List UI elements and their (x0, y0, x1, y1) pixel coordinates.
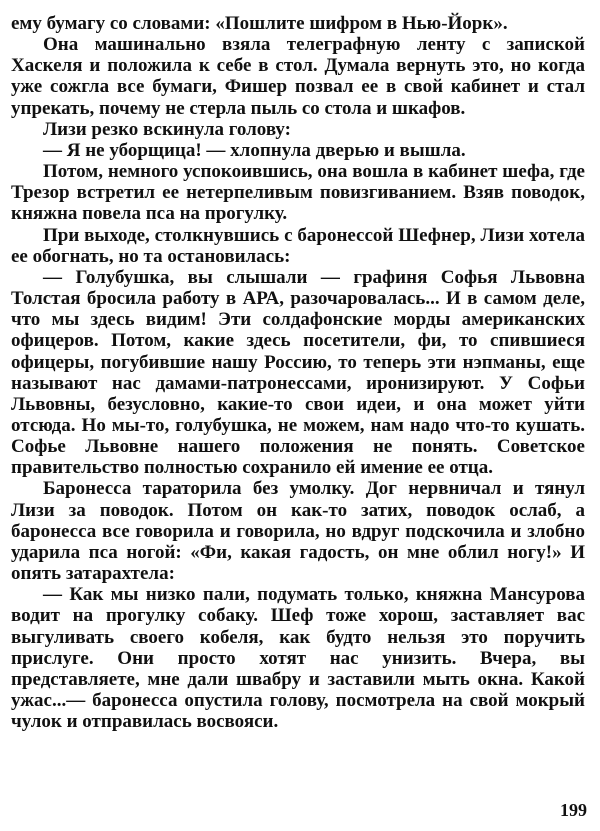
page-number: 199 (560, 800, 587, 820)
dialogue-line: — Голубушка, вы слышали — графиня Софья Львовна Толстая бросила работу в АРА, разочаровалась... И в самом деле, что мы здесь видим! Эти солдафонские морды американских офицеров. Потом, какие здесь посетители, фи, то спившиеся офицеры, погубившие нашу Россию, то теперь эти нэпманы, еще называют нас дамами-патронессами, иронизируют. У Софьи Львовны, безусловно, какие-то свои идеи, и она может уйти отсюда. Но мы-то, голубушка, не можем, нам надо что-то кушать. Софье Львовне нашего положения не понять. Советское правительство полностью сохранило ей имение ее отца. (11, 266, 585, 479)
dialogue-line: — Я не уборщица! — хлопнула дверью и вышла. (43, 139, 466, 161)
paragraph-continuation: ему бумагу со словами: «Пошлите шифром в Нью-Йорк». (11, 13, 508, 34)
paragraph: При выходе, столкнувшись с баронессой Шефнер, Лизи хотела ее обогнать, но та остановилась: (11, 224, 585, 267)
paragraph: Потом, немного успокоившись, она вошла в кабинет шефа, где Трезор встретил ее нетерпеливым повизгиванием. Взяв поводок, княжна повела пса на прогулку. (11, 161, 585, 225)
page-text (11, 13, 585, 732)
paragraph: Она машинально взяла телеграфную ленту с запиской Хаскеля и положила к себе в стол. Думала вернуть это, но когда уже сожгла все бумаги, Фишер позвал ее в свой кабинет и стал упрекать, почему не стерла пыль со стола и шкафов. (11, 34, 585, 119)
dialogue-line: — Как мы низко пали, подумать только, княжна Мансурова водит на прогулку собаку. Шеф тоже хорош, заставляет вас выгуливать своего кобеля, как будто нельзя это поручить прислуге. Они просто хотят нас унизить. Вчера, вы представляете, мне дали швабру и заставили мыть окна. Какой ужас...— баронесса опустила голову, посмотрела на свой мокрый чулок и отправилась восвояси. (11, 584, 585, 733)
paragraph: Лизи резко вскинула голову: (43, 118, 292, 140)
paragraph: Баронесса тараторила без умолку. Дог нервничал и тянул Лизи за поводок. Потом он как-то затих, поводок ослаб, а баронесса все говорила и говорила, но вдруг подскочила и злобно ударила пса ногой: «Фи, какая гадость, он мне облил ногу!» И опять затарахтела: (11, 478, 585, 585)
